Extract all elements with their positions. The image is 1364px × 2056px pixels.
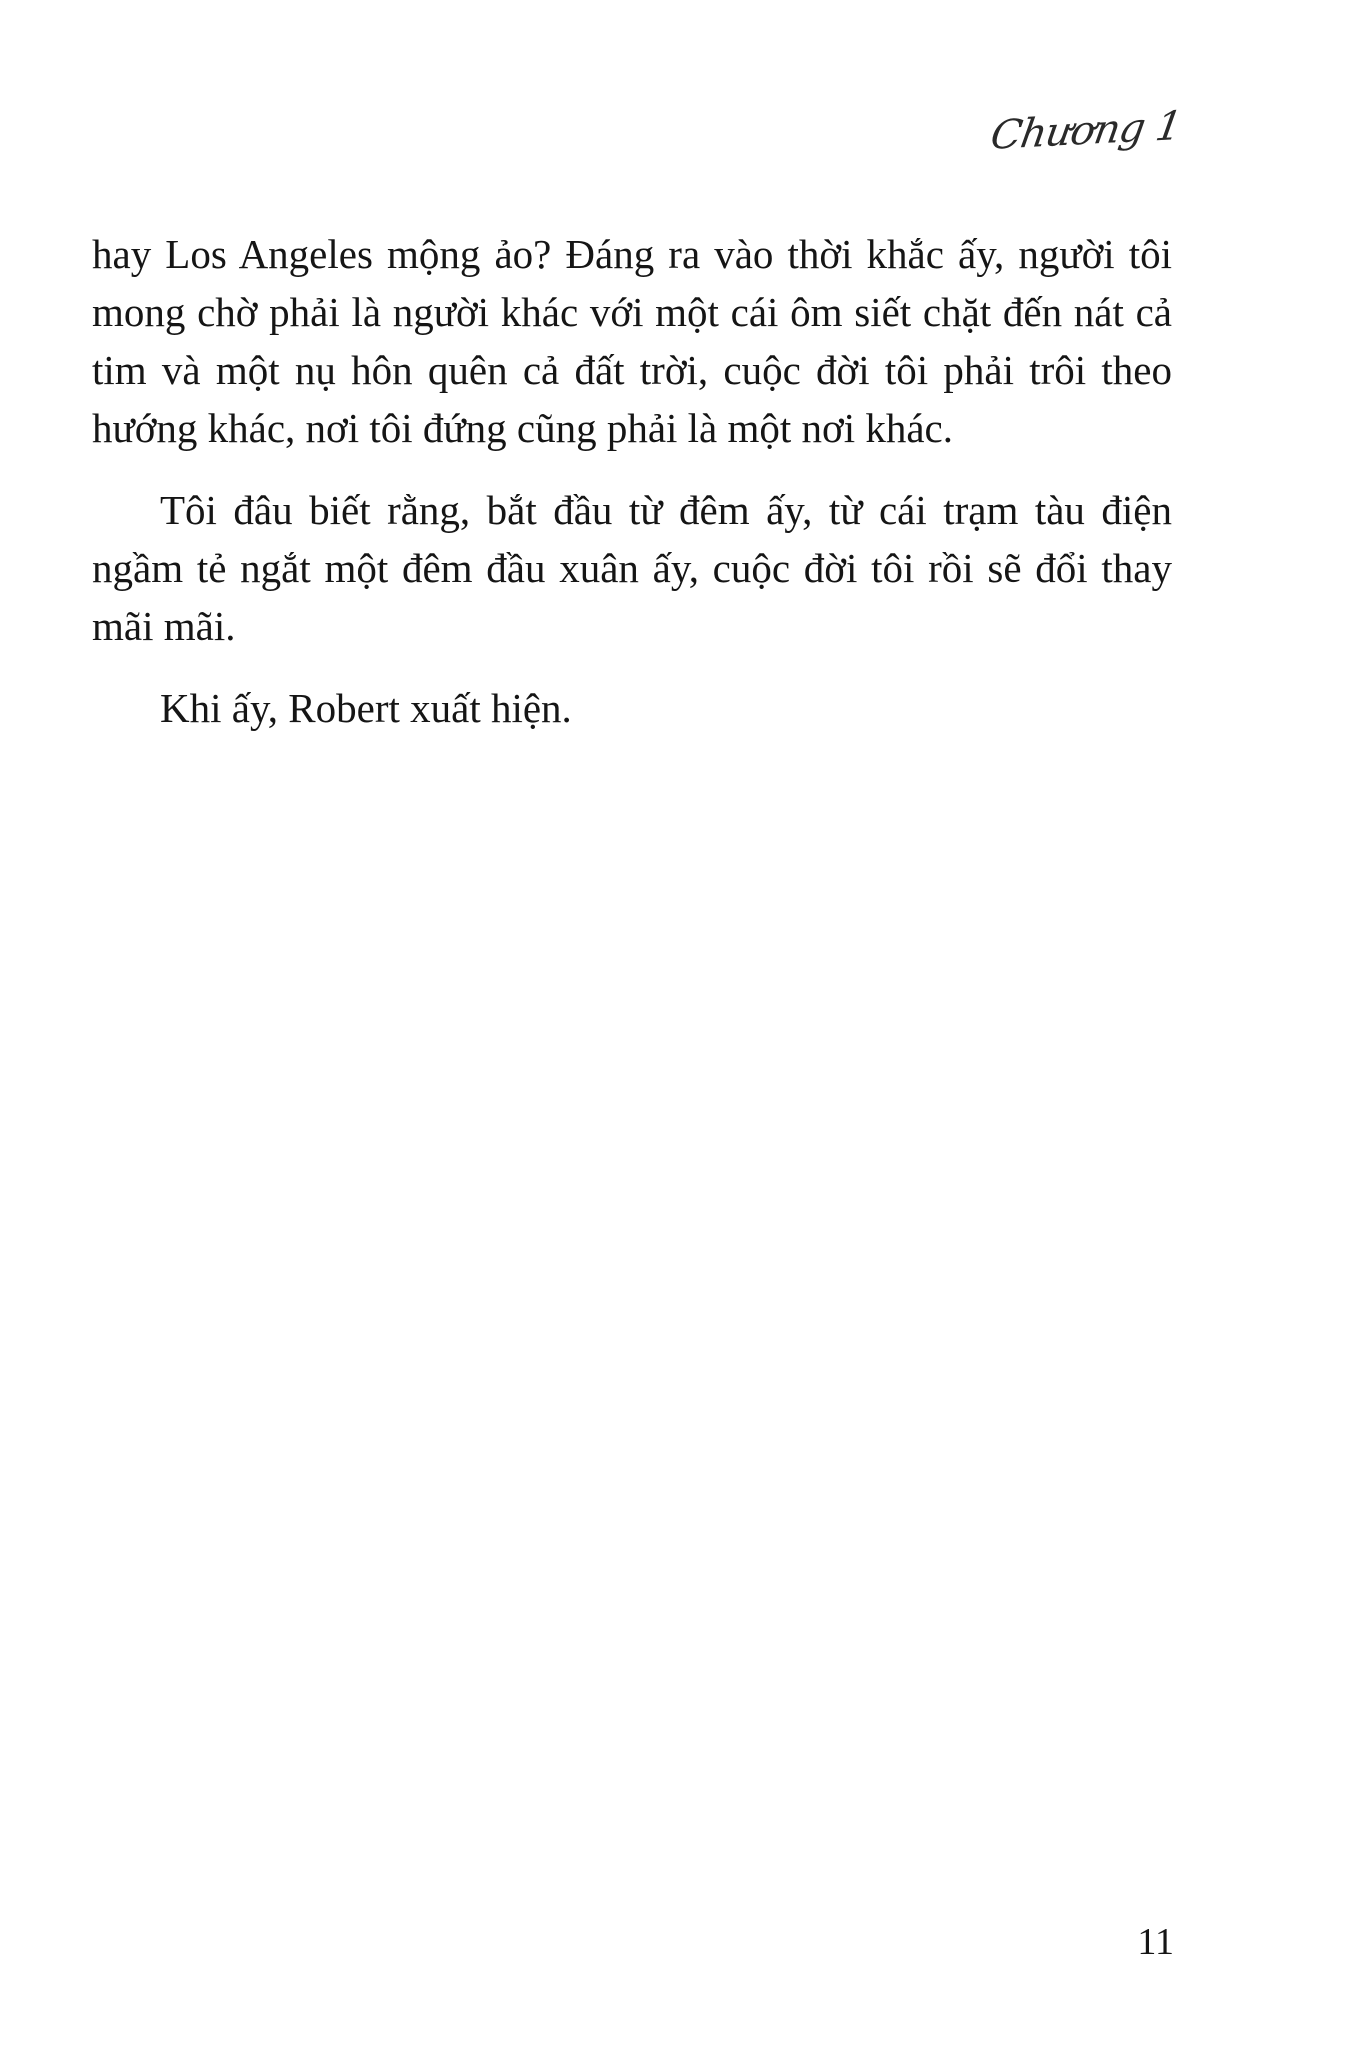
- body-text: [92, 225, 1172, 761]
- paragraph-robert: Khi ấy, Robert xuất hiện.: [160, 685, 572, 731]
- paragraph-continuation: hay Los Angeles mộng ảo? Đáng ra vào thời khắc ấy, người tôi mong chờ phải là người khác với một cái ôm siết chặt đến nát cả tim và một nụ hôn quên cả đất trời, cuộc đời tôi phải trôi theo hướng khác, nơi tôi đứng cũng phải là một nơi khác.: [92, 231, 1172, 451]
- running-head-chapter: Chương 1: [987, 103, 1185, 159]
- page-number: 11: [1137, 1921, 1174, 1963]
- paragraph-fate: Tôi đâu biết rằng, bắt đầu từ đêm ấy, từ cái trạm tàu điện ngầm tẻ ngắt một đêm đầu xuân ấy, cuộc đời tôi rồi sẽ đổi thay mãi mãi.: [92, 487, 1172, 649]
